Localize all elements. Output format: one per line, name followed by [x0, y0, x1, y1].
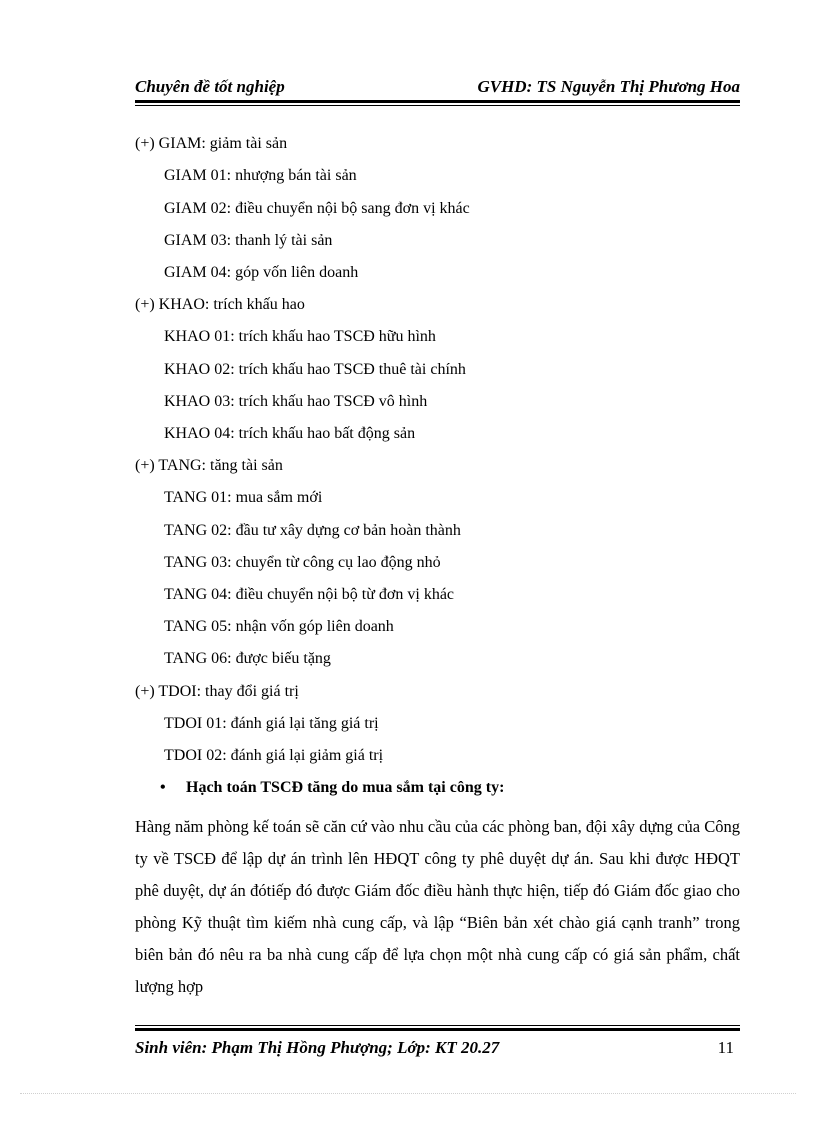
list-item: TANG 05: nhận vốn góp liên doanh: [164, 618, 394, 635]
supervisor-name: GVHD: TS Nguyễn Thị Phương Hoa: [477, 77, 740, 96]
list-item: TDOI 02: đánh giá lại giảm giá trị: [164, 747, 384, 764]
list-item: GIAM 03: thanh lý tài sản: [164, 232, 333, 249]
header-rule-thick: [135, 100, 740, 103]
list-item: TANG 01: mua sắm mới: [164, 489, 323, 506]
section-heading: [160, 778, 504, 798]
list-item: KHAO 01: trích khấu hao TSCĐ hữu hình: [164, 328, 436, 345]
page-number: 11: [717, 1038, 734, 1057]
footer-rule-thin: [135, 1025, 740, 1026]
list-item: KHAO 04: trích khấu hao bất động sản: [164, 425, 416, 442]
list-item: TDOI 01: đánh giá lại tăng giá trị: [164, 715, 379, 732]
footer-rule-thick: [135, 1028, 740, 1031]
list-item: GIAM 01: nhượng bán tài sản: [164, 167, 357, 184]
body-paragraph: Hàng năm phòng kế toán sẽ căn cứ vào nhu cầu của các phòng ban, đội xây dựng của Công ty về TSCĐ để lập dự án trình lên HĐQT công ty phê duyệt dự án. Sau khi được HĐQT phê duyệt, dự án đótiếp đó được Giám đốc điều hành thực hiện, tiếp đó Giám đốc giao cho phòng Kỹ thuật tìm kiếm nhà cung cấp, và lập “Biên bản xét chào giá cạnh tranh” trong biên bản đó nêu ra ba nhà cung cấp để lựa chọn một nhà cung cấp có giá sản phẩm, chất lượng hợp: [135, 817, 740, 996]
section-heading-text: Hạch toán TSCĐ tăng do mua sắm tại công ty:: [186, 779, 505, 796]
group-heading-tdoi: (+) TDOI: thay đổi giá trị: [135, 683, 299, 700]
group-heading-tang: (+) TANG: tăng tài sản: [135, 457, 283, 474]
thesis-title: Chuyên đề tốt nghiệp: [135, 77, 285, 96]
group-heading-khao: (+) KHAO: trích khấu hao: [135, 296, 305, 313]
list-item: GIAM 02: điều chuyển nội bộ sang đơn vị khác: [164, 200, 470, 217]
group-heading-giam: (+) GIAM: giảm tài sản: [135, 135, 288, 152]
list-item: KHAO 02: trích khấu hao TSCĐ thuê tài chính: [164, 361, 466, 378]
list-item: KHAO 03: trích khấu hao TSCĐ vô hình: [164, 393, 428, 410]
list-item: TANG 03: chuyển từ công cụ lao động nhỏ: [164, 554, 441, 571]
bullet-icon: •: [160, 779, 166, 796]
list-item: TANG 06: được biếu tặng: [164, 650, 331, 667]
page-footer: [135, 1037, 740, 1059]
page-header: [135, 76, 740, 98]
student-info: Sinh viên: Phạm Thị Hồng Phượng; Lớp: KT 20.27: [135, 1038, 500, 1057]
list-item: TANG 04: điều chuyển nội bộ từ đơn vị khác: [164, 586, 455, 603]
header-rule-thin: [135, 105, 740, 106]
list-item: GIAM 04: góp vốn liên doanh: [164, 264, 359, 281]
list-item: TANG 02: đầu tư xây dựng cơ bản hoàn thành: [164, 522, 461, 539]
page-edge-divider: [20, 1093, 796, 1094]
